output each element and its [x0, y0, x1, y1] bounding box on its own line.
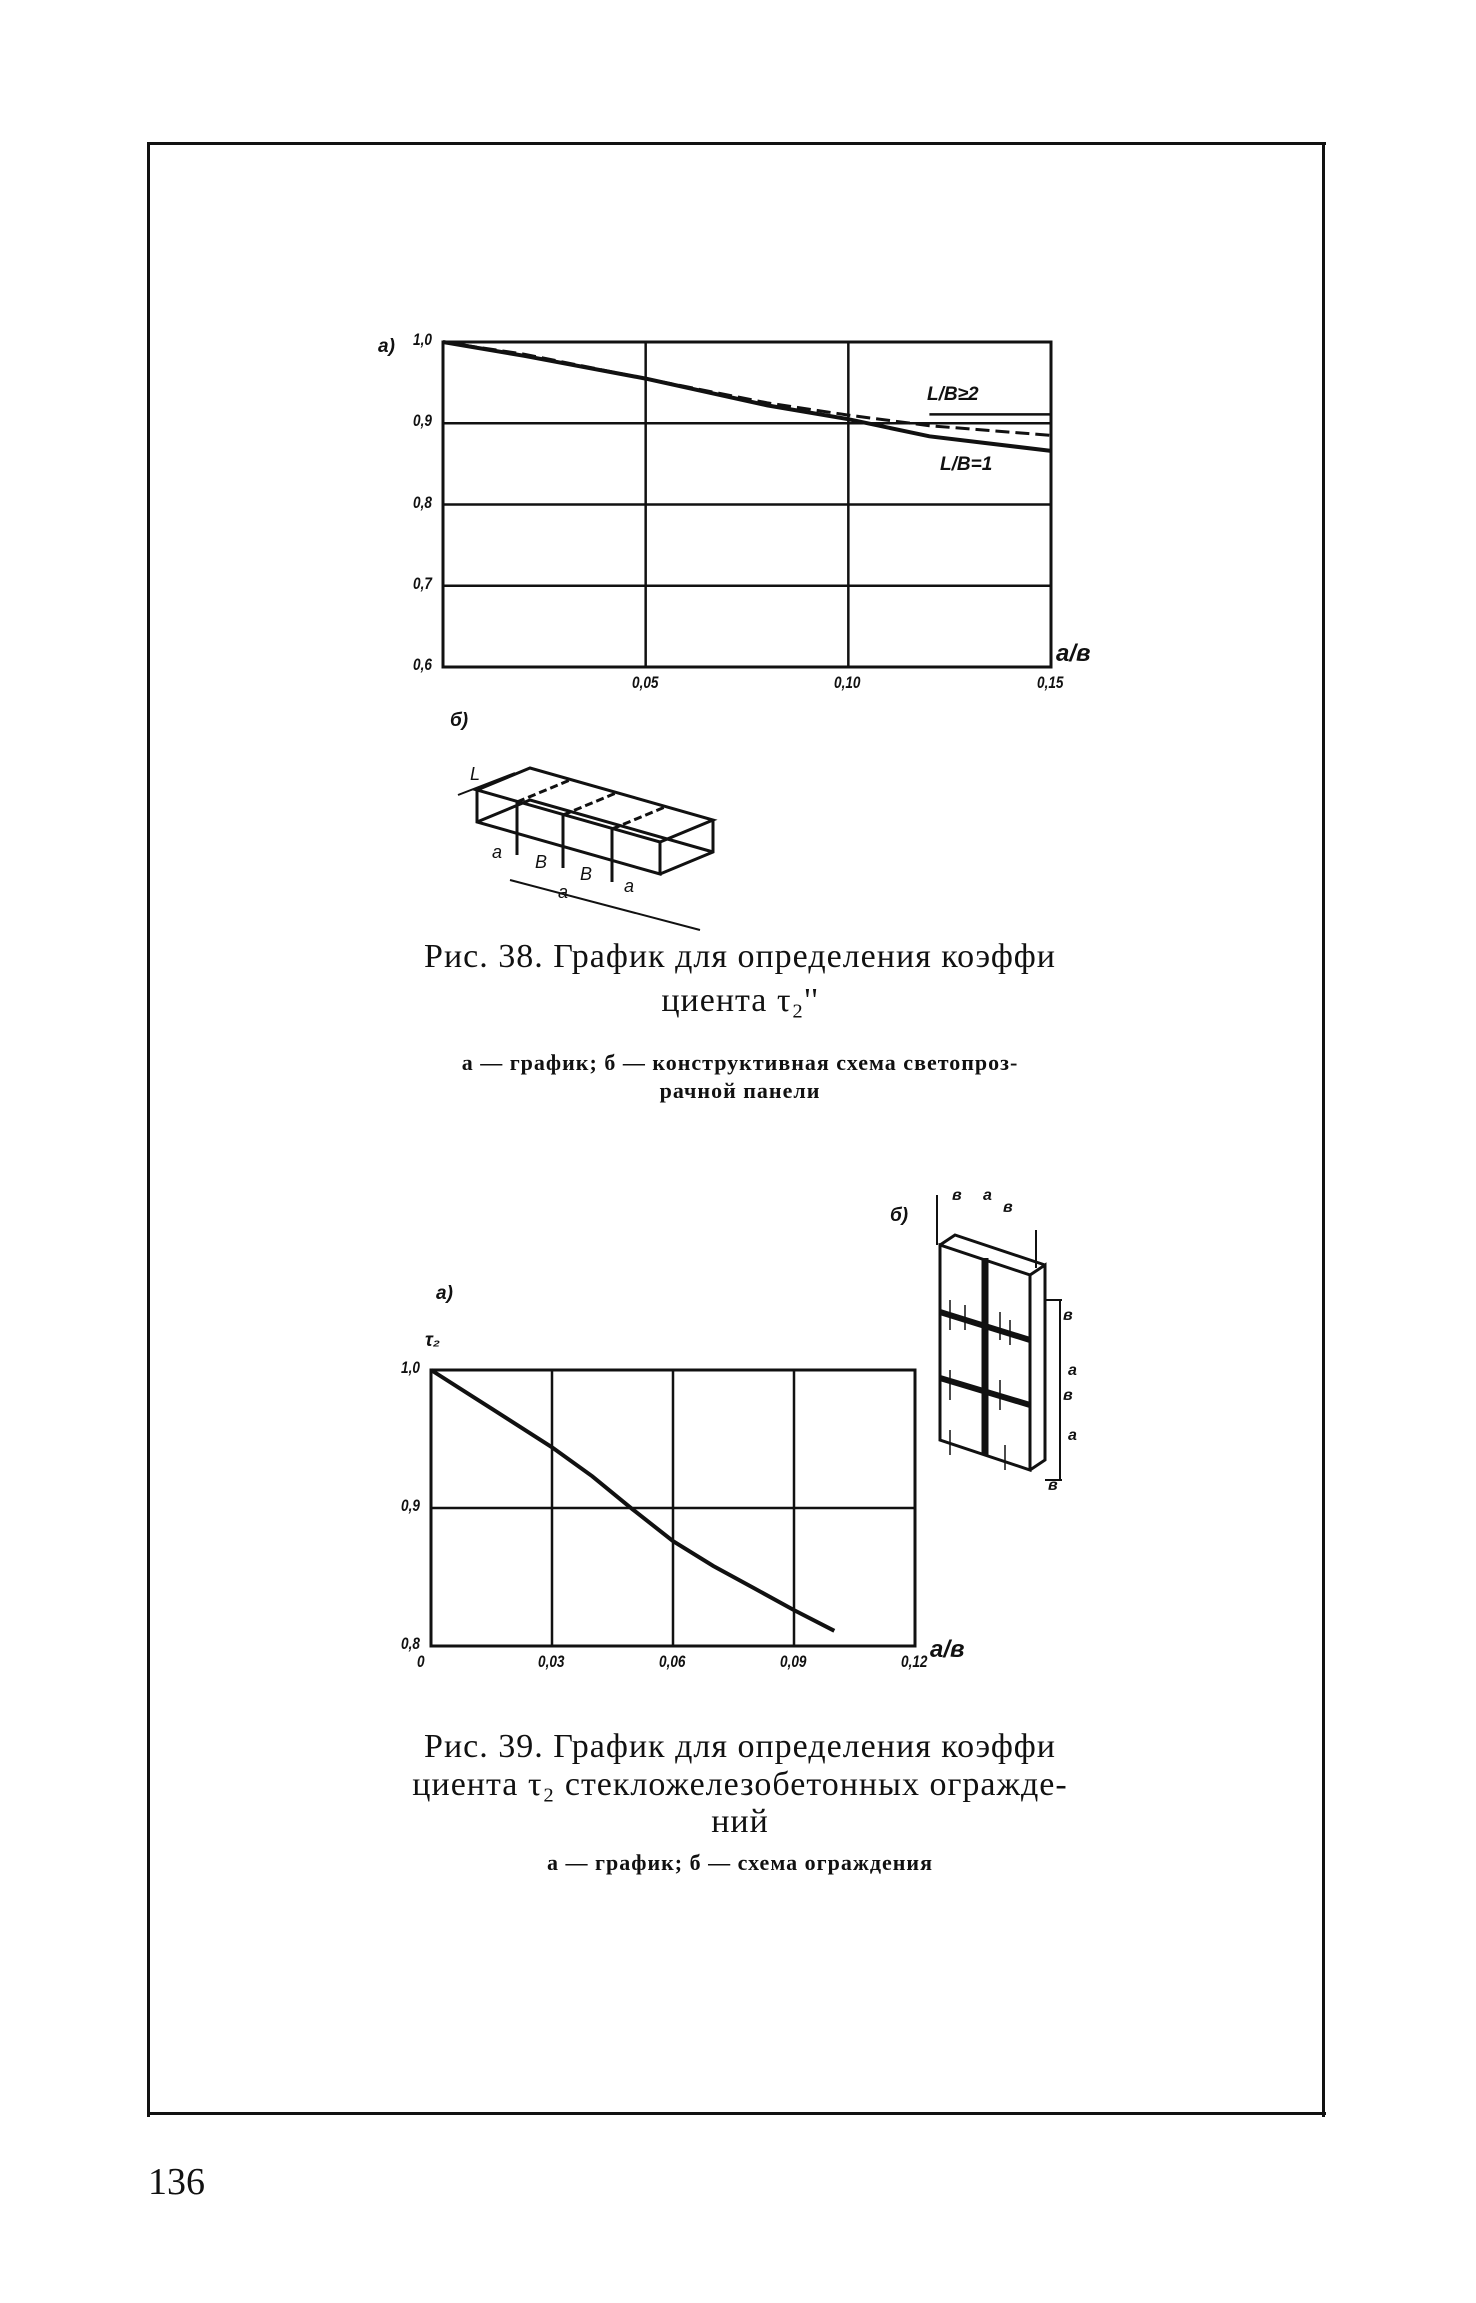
fig39-caption-line2: циента τ₂ стекложелезобетонных огражде-: [412, 1766, 1068, 1803]
scheme-label: а: [1068, 1427, 1077, 1444]
x-tick-label: 0,05: [631, 673, 659, 692]
y-tick-label: 0,6: [413, 655, 432, 674]
fig38-series-label-lb1: L/В=1: [940, 454, 993, 475]
scheme-label: В: [580, 864, 593, 884]
scheme-label: В: [535, 852, 548, 872]
fig39-caption-line1: Рис. 39. График для определения коэффи: [424, 1728, 1056, 1765]
scheme-label: а: [492, 842, 503, 862]
fig39-y-axis-label: τ₂: [425, 1330, 441, 1351]
x-tick-label: 0,09: [780, 1652, 807, 1671]
fig38-caption-line2: циента τ₂'': [661, 982, 819, 1019]
scheme-label: в: [1063, 1307, 1073, 1324]
x-tick-label: 0,15: [1037, 673, 1064, 692]
y-tick-label: 0,8: [413, 492, 432, 512]
fig38-x-axis-label: а/в: [1056, 640, 1091, 667]
y-tick-label: 0,7: [413, 573, 432, 593]
scheme-label: в: [1048, 1477, 1058, 1494]
fig38-legend-caption-line2: рачной панели: [659, 1078, 821, 1103]
scheme-label: L: [470, 764, 481, 784]
x-tick-label: 0: [417, 1652, 425, 1671]
fig38-panel-b-label: б): [450, 710, 469, 731]
fig39-x-axis-label: а/в: [930, 1636, 965, 1663]
fig38-caption-line1: Рис. 38. График для определения коэффи: [424, 938, 1056, 975]
fig39-panel-b-label: б): [890, 1205, 909, 1226]
y-tick-label: 1,0: [413, 330, 432, 349]
x-tick-label: 0,03: [538, 1652, 565, 1671]
fig39-caption-line3: ний: [711, 1803, 769, 1840]
y-tick-label: 1,0: [401, 1358, 420, 1377]
scheme-label: в: [952, 1187, 962, 1204]
fig39-panel-a-label: а): [436, 1283, 453, 1304]
y-tick-label: 0,8: [401, 1634, 420, 1653]
page-number: 136: [148, 2161, 205, 2203]
x-tick-label: 0,06: [659, 1652, 686, 1671]
fig38-panel-a-label: а): [378, 336, 395, 357]
y-tick-label: 0,9: [401, 1496, 420, 1515]
scheme-label: а: [558, 882, 569, 902]
scheme-label: а: [983, 1187, 992, 1204]
scheme-label: а: [1068, 1362, 1077, 1379]
scheme-label: в: [1063, 1387, 1073, 1404]
series-line-0: [431, 1370, 834, 1631]
scheme-label: в: [1003, 1199, 1013, 1216]
fig38-legend-caption-line1: а — график; б — конструктивная схема светопроз-: [461, 1050, 1019, 1075]
x-tick-label: 0,10: [834, 673, 861, 692]
fig38-series-label-lb2: L/В≥2: [927, 384, 979, 405]
x-tick-label: 0,12: [901, 1652, 928, 1671]
y-tick-label: 0,9: [413, 411, 432, 431]
fig39-legend-caption: а — график; б — схема ограждения: [547, 1850, 933, 1875]
scheme-label: а: [624, 876, 635, 896]
